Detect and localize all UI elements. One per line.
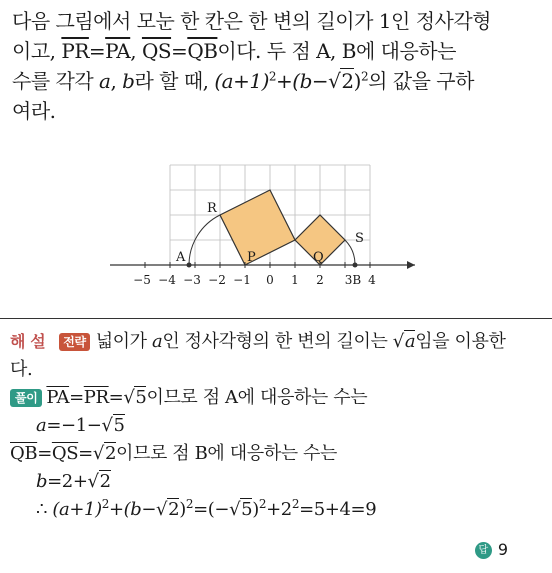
answer-icon: 답 — [475, 542, 492, 559]
radicand: 5 — [135, 387, 147, 408]
tick-label: 4 — [368, 273, 376, 287]
expr: =(− — [193, 499, 230, 520]
problem-line-1: 다음 그림에서 모눈 한 칸은 한 변의 길이가 1인 정사각형 — [12, 9, 491, 33]
sol-line-5 — [10, 496, 545, 524]
radicand: 2 — [168, 499, 180, 520]
text: 이므로 점 B에 대응하는 수는 — [116, 443, 337, 464]
sol-line-3 — [10, 440, 545, 468]
problem-text — [12, 6, 542, 126]
text: 임을 이용한 — [415, 331, 506, 352]
strategy-line — [10, 328, 545, 356]
radicand: 5 — [113, 415, 125, 436]
expr: =−1− — [46, 415, 102, 436]
sqrt: √2 — [87, 471, 111, 492]
radicand: a — [404, 331, 416, 352]
answer — [475, 540, 508, 559]
tick-label: −4 — [158, 273, 176, 287]
segment-pr: $\overline{PR}$ — [61, 39, 89, 63]
number-line-figure — [110, 160, 420, 295]
expr: +2 — [266, 499, 292, 520]
equals: = — [88, 39, 106, 63]
tick-label: 0 — [266, 273, 274, 287]
segment-qs: $\overline{QS}$ — [51, 443, 79, 464]
expr: =5+4=9 — [299, 499, 377, 520]
text: 이다. 두 점 A, B에 대응하는 — [217, 39, 456, 63]
tick-label: 2 — [316, 273, 324, 287]
radicand: 2 — [341, 69, 354, 93]
exponent: 2 — [291, 497, 300, 511]
text: 인 정사각형의 한 변의 길이는 — [162, 331, 393, 352]
expr: ) — [353, 69, 361, 93]
exponent: 2 — [268, 69, 277, 84]
axis-arrow — [407, 261, 415, 269]
expr: (a+1) — [52, 499, 102, 520]
square-pr — [220, 190, 295, 265]
equals: = — [108, 387, 124, 408]
segment-pa: $\overline{PA}$ — [105, 39, 131, 63]
tick-label: −3 — [183, 273, 201, 287]
segment-qs: $\overline{QS}$ — [141, 39, 172, 63]
tick-label: 3B — [344, 273, 362, 287]
point-b — [353, 263, 358, 268]
separator: , — [130, 39, 142, 63]
strategy-badge: 전략 — [59, 333, 89, 351]
text: 이고, — [12, 39, 62, 63]
arc-b — [345, 240, 355, 265]
problem-line-3 — [12, 66, 542, 96]
text: 의 값을 구하 — [368, 69, 474, 93]
equals: = — [37, 443, 52, 464]
label-r: R — [207, 201, 217, 216]
sqrt: √2 — [328, 69, 354, 93]
var-b: b — [122, 69, 135, 93]
problem-line-4: 여라. — [12, 99, 56, 123]
equals: = — [171, 39, 188, 63]
sqrt: √2 — [156, 499, 180, 520]
strategy-cont: 다. — [10, 359, 33, 380]
label-p: P — [247, 250, 256, 265]
tick-label: −1 — [233, 273, 251, 287]
sqrt: √2 — [92, 443, 116, 464]
sqrt: √5 — [123, 387, 147, 408]
answer-value: 9 — [497, 540, 508, 559]
solution-label: 해 설 — [10, 332, 46, 351]
sol-line-2 — [10, 412, 545, 440]
radicand: 2 — [104, 443, 116, 464]
expr: (a+1) — [214, 69, 269, 93]
equals: = — [69, 387, 84, 408]
label-s: S — [355, 231, 364, 246]
expr: ) — [179, 499, 186, 520]
segment-qb: $\overline{QB}$ — [10, 443, 38, 464]
expr: +(b− — [108, 499, 157, 520]
var-a: a — [99, 69, 111, 93]
radicand: 5 — [241, 499, 253, 520]
sqrt: √5 — [101, 415, 125, 436]
text: 넓이가 — [95, 331, 152, 352]
exponent: 2 — [101, 497, 109, 511]
segment-pr: $\overline{PR}$ — [83, 387, 109, 408]
sqrt: √a — [392, 331, 416, 352]
tick-label: −2 — [208, 273, 226, 287]
exponent: 2 — [185, 497, 194, 511]
exponent: 2 — [258, 497, 267, 511]
divider — [0, 318, 552, 319]
expr: =2+ — [47, 471, 88, 492]
tick-label: −5 — [133, 273, 151, 287]
tick-label: 1 — [291, 273, 299, 287]
radicand: 2 — [99, 471, 111, 492]
text: , — [110, 69, 123, 93]
var-a: a — [151, 331, 163, 352]
equals: = — [78, 443, 93, 464]
var-a: a — [36, 415, 47, 436]
segment-qb: $\overline{QB}$ — [187, 39, 218, 63]
var-b: b — [36, 471, 48, 492]
solution-badge: 풀이 — [10, 389, 42, 407]
text: 이므로 점 A에 대응하는 수는 — [146, 387, 368, 408]
label-a: A — [176, 250, 186, 265]
problem-line-2 — [12, 36, 542, 66]
sol-line-4 — [10, 468, 545, 496]
text: 라 할 때, — [134, 69, 215, 93]
label-q: Q — [313, 250, 324, 265]
segment-pa: $\overline{PA}$ — [46, 387, 70, 408]
expr: +(b− — [276, 69, 329, 93]
sqrt: √5 — [229, 499, 253, 520]
solution — [10, 328, 545, 524]
expr: ) — [252, 499, 259, 520]
exponent: 2 — [360, 69, 369, 84]
therefore: ∴ — [36, 499, 53, 520]
sol-line-1 — [10, 384, 545, 412]
text: 수를 각각 — [12, 69, 99, 93]
point-a — [187, 263, 192, 268]
